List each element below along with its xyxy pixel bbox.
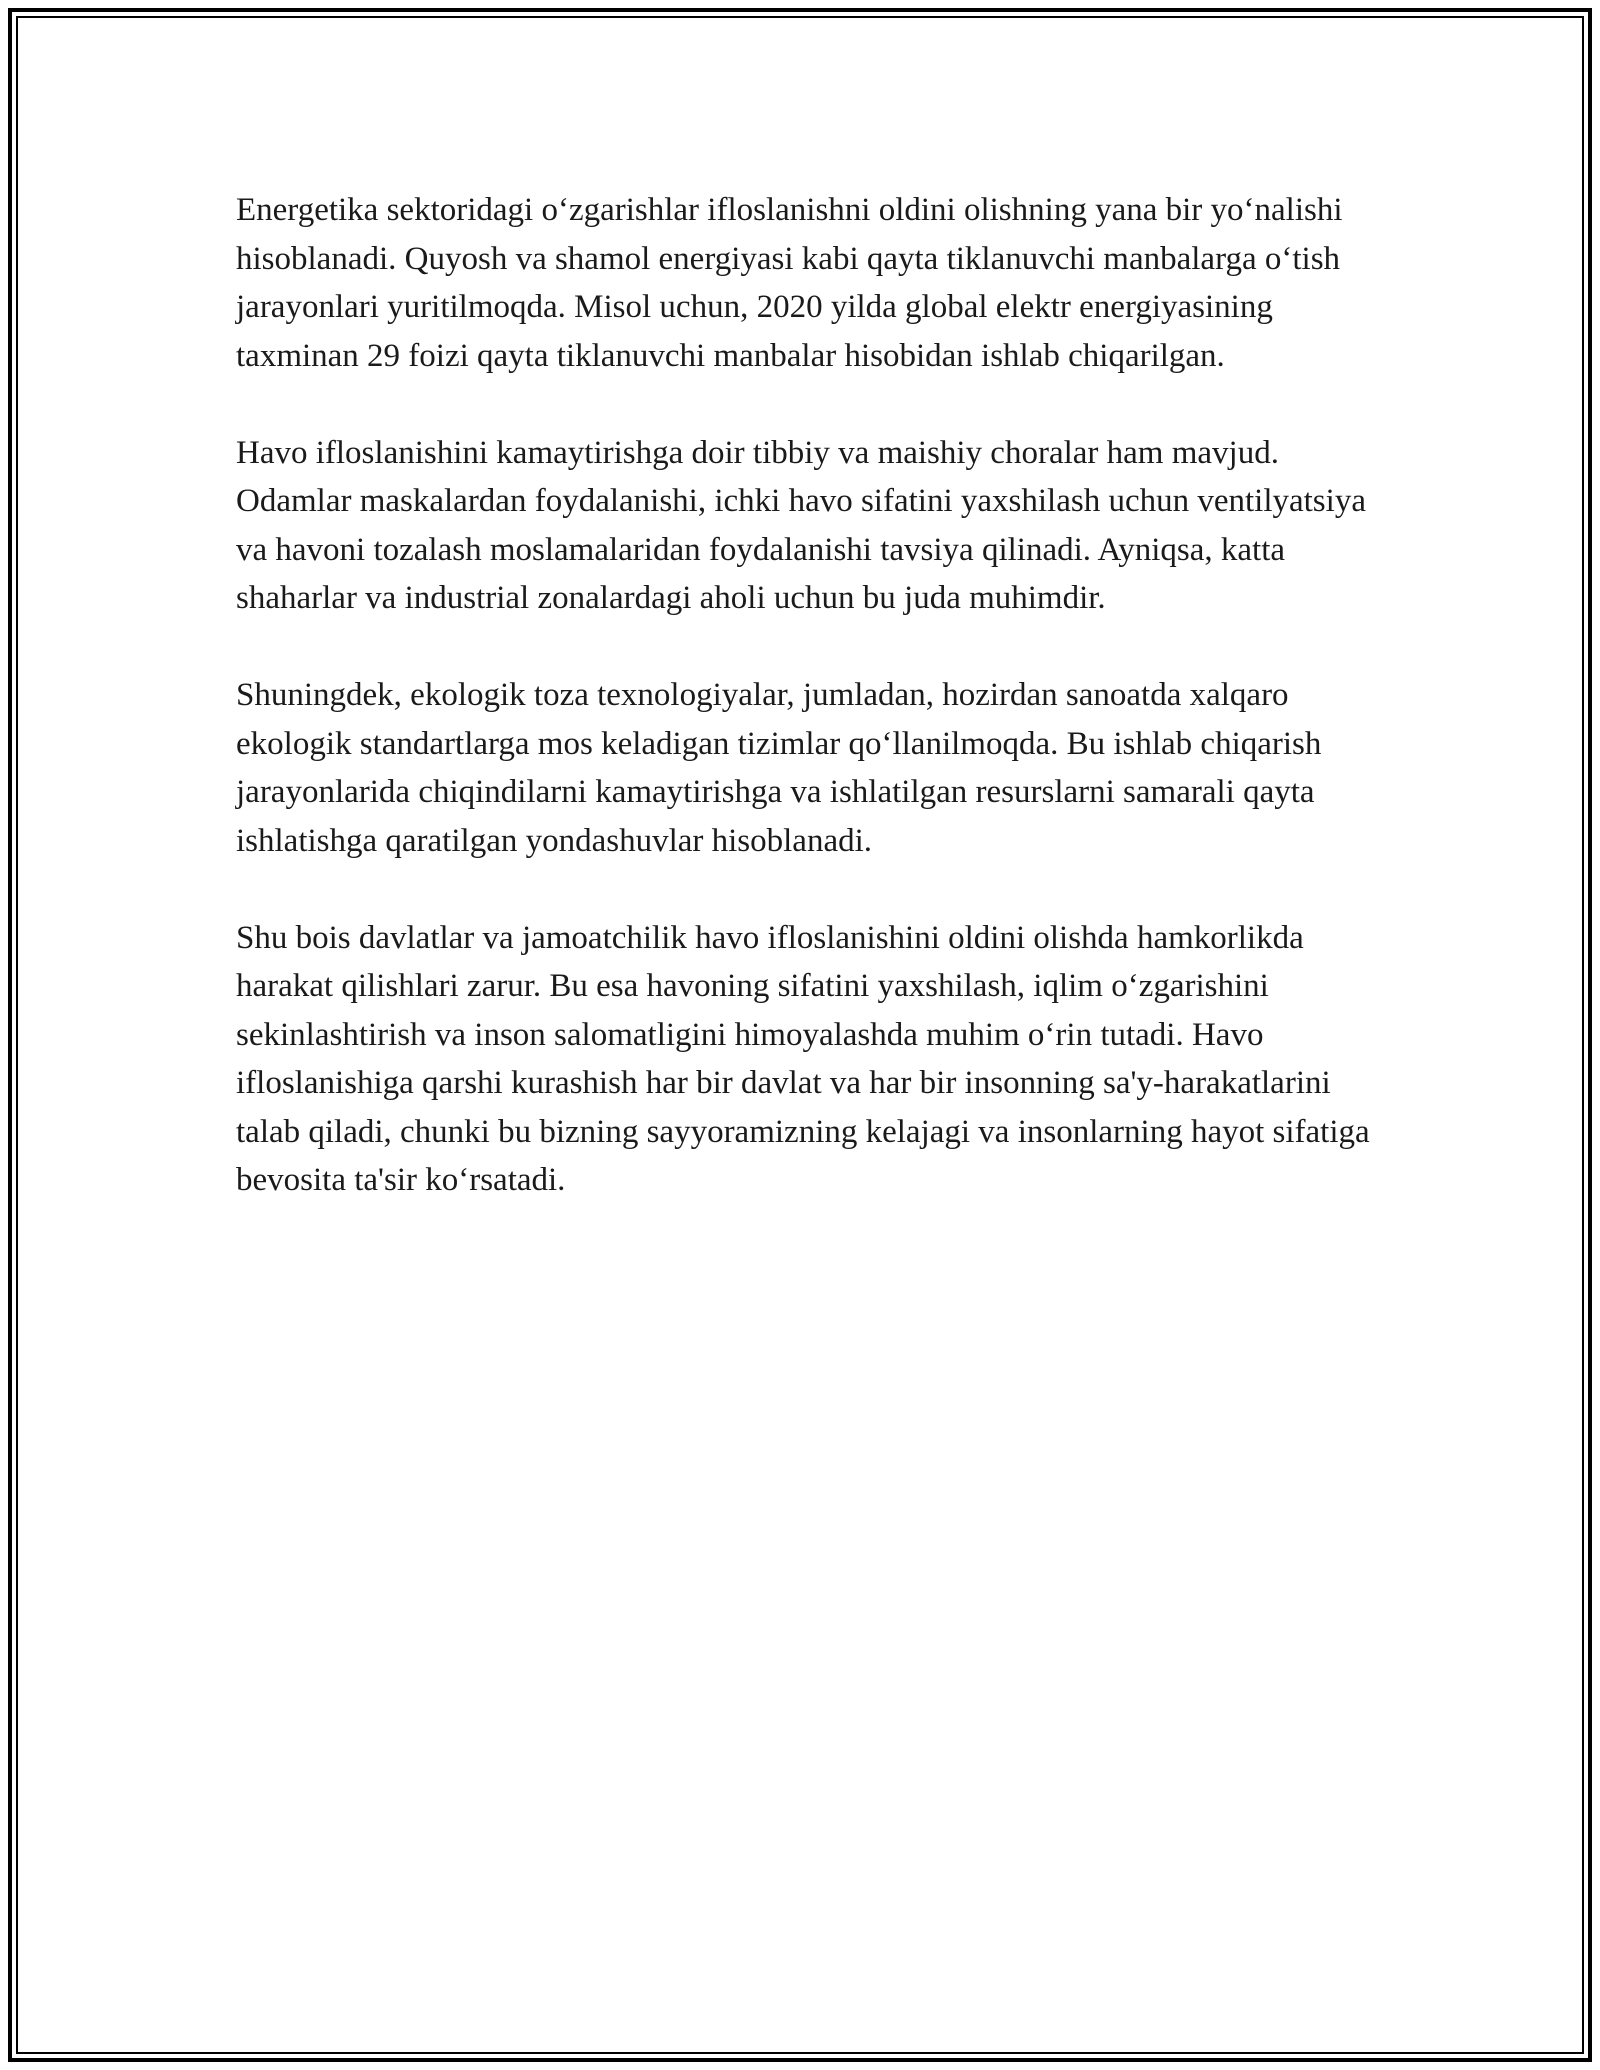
document-body [236, 186, 1376, 1253]
paragraph-conclusion: Shu bois davlatlar va jamoatchilik havo ifloslanishini oldini olishda hamkorlikda harakat qilishlari zarur. Bu esa havoning sifatini yaxshilash, iqlim o‘zgarishini sekinlashtirish va inson salomatligini himoyalashda muhim o‘rin tutadi. Havo ifloslanishiga qarshi kurashish har bir davlat va har bir insonning sa'y-harakatlarini talab qiladi, chunki bu bizning sayyoramizning kelajagi va insonlarning hayot sifatiga bevosita ta'sir ko‘rsatadi. [236, 919, 1370, 1198]
paragraph-health-measures: Havo ifloslanishini kamaytirishga doir tibbiy va maishiy choralar ham mavjud. Odamlar maskalardan foydalanishi, ichki havo sifatini yaxshilash uchun ventilyatsiya va havoni tozalash moslamalaridan foydalanishi tavsiya qilinadi. Ayniqsa, katta shaharlar va industrial zonalardagi aholi uchun bu juda muhimdir. [236, 434, 1366, 616]
paragraph-energy-sector: Energetika sektoridagi o‘zgarishlar ifloslanishni oldini olishning yana bir yo‘nalishi hisoblanadi. Quyosh va shamol energiyasi kabi qayta tiklanuvchi manbalarga o‘tish jarayonlari yuritilmoqda. Misol uchun, 2020 yilda global elektr energiyasining taxminan 29 foizi qayta tiklanuvchi manbalar hisobidan ishlab chiqarilgan. [236, 192, 1343, 374]
paragraph-eco-technologies: Shuningdek, ekologik toza texnologiyalar, jumladan, hozirdan sanoatda xalqaro ekologik standartlarga mos keladigan tizimlar qo‘llanilmoqda. Bu ishlab chiqarish jarayonlarida chiqindilarni kamaytirishga va ishlatilgan resurslarni samarali qayta ishlatishga qaratilgan yondashuvlar hisoblanadi. [236, 677, 1322, 859]
